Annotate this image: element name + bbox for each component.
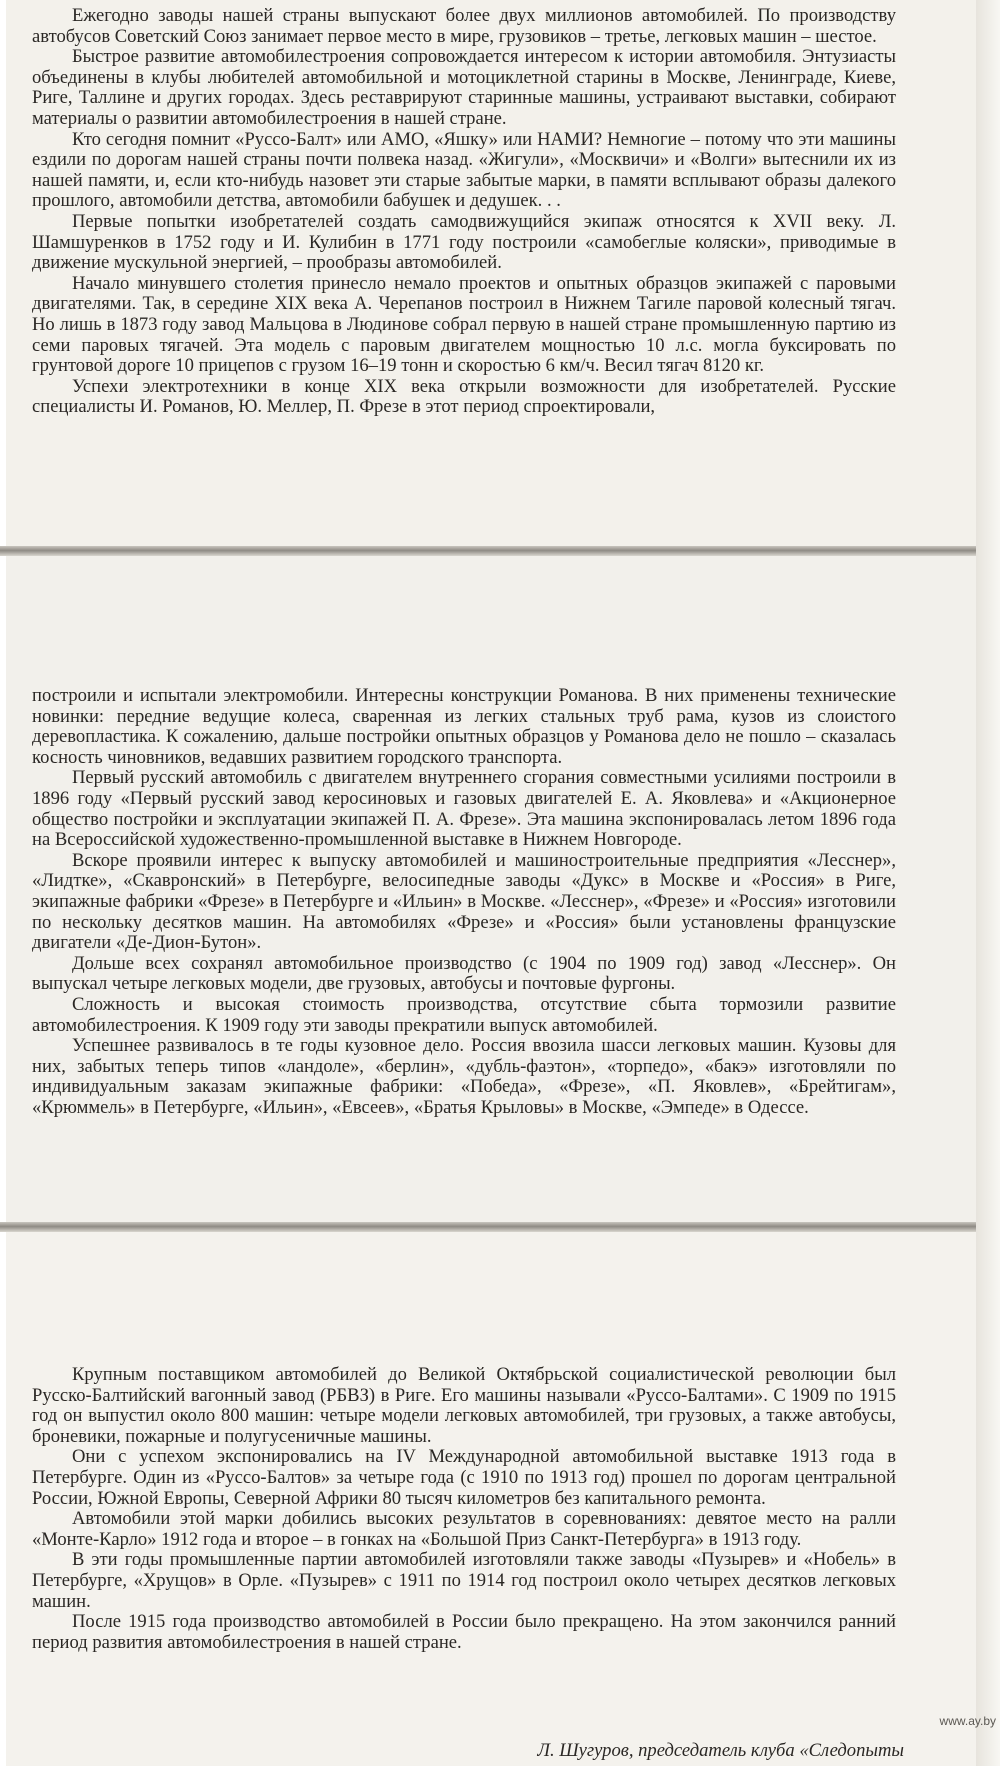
paragraph: Вскоре проявили интерес к выпуску автомобилей и машиностроительные предприятия «Лесснер», «Лидтке», «Скавронский» в Петербурге, велосипедные заводы «Дукс» в Москве и «Россия» в Риге, экипажные фабрики «Фрезе» в Петербурге и «Ильин» в Москве. «Лесснер», «Фрезе» и «Россия» изготовили по нескольку десятков машин. На автомобилях «Фрезе» и «Россия» были установлены французские двигатели «Де-Дион-Бутон». xyxy=(32,849,896,954)
paragraph: Быстрое развитие автомобилестроения сопровождается интересом к истории автомобиля. Энтузиасты объединены в клубы любителей автомобильной и мотоциклетной старины в Москве, Ленинграде, Киеве, Риге, Таллине и других городах. Здесь реставрируют старинные машины, устраивают выставки, собирают материалы о развитии автомобилестроения в нашей стране. xyxy=(32,46,896,129)
fold-line xyxy=(0,1222,1000,1232)
fold-line xyxy=(0,546,1000,556)
paragraph: Кто сегодня помнит «Руссо-Балт» или АМО, «Яшку» или НАМИ? Немногие – потому что эти машины ездили по дорогам нашей страны почти полвека назад. «Жигули», «Москвичи» и «Волги» вытеснили их из нашей памяти, и, если кто-нибудь назовет эти старые забытые марки, в памяти всплывают образы далекого прошлого, автомобили детства, автомобили бабушек и дедушек. . . xyxy=(32,128,896,212)
paragraph: Они с успехом экспонировались на IV Международной автомобильной выставке 1913 года в Петербурге. Один из «Руссо-Балтов» за четыре года (с 1910 по 1913 год) прошел по дорогам центральной России, Южной Европы, Северной Африки 80 тысяч километров без капитального ремонта. xyxy=(32,1446,896,1509)
paragraph: После 1915 года производство автомобилей в России было прекращено. На этом закончился ранний период развития автомобилестроения в нашей стране. xyxy=(32,1611,896,1653)
paragraph: Ежегодно заводы нашей страны выпускают более двух миллионов автомобилей. По производству автобусов Советский Союз занимает первое место в мире, грузовиков – третье, легковых машин – шестое. xyxy=(32,5,896,47)
paragraph: Дольше всех сохранял автомобильное производство (с 1904 по 1909 год) завод «Лесснер». Он выпускал четыре легковых модели, две грузовых, автобусы и почтовые фургоны. xyxy=(32,952,896,995)
author-signature: Л. Шугуров, председатель клуба «Следопыты xyxy=(537,1740,904,1761)
text-column-1 xyxy=(32,6,896,418)
paragraph: Успешнее развивалось в те годы кузовное дело. Россия ввозила шасси легковых машин. Кузовы для них, забытых теперь типов «ландоле», «берлин», «дубль-фаэтон», «торпедо», «бакэ» изготовляли по индивидуальным заказам экипажные фабрики: «Победа», «Фрезе», «П. Яковлев», «Брейтигам», «Крюммель» в Петербурге, «Ильин», «Евсеев», «Братья Крыловы» в Москве, «Эмпеде» в Одессе. xyxy=(32,1035,896,1118)
paragraph: построили и испытали электромобили. Интересны конструкции Романова. В них применены технические новинки: передние ведущие колеса, сваренная из легких стальных труб рама, кузов из слоистого деревопластика. К сожалению, дальше постройки опытных образцов у Романова дело не пошло – сказалась косность чиновников, ведавших развитием городского транспорта. xyxy=(32,685,896,768)
paragraph: Первые попытки изобретателей создать самодвижущийся экипаж относятся к XVII веку. Л. Шамшуренков в 1752 году и И. Кулибин в 1771 году построили «самобеглые коляски», приводимые в движение мускульной энергией, – прообразы автомобилей. xyxy=(32,210,896,274)
paragraph: В эти годы промышленные партии автомобилей изготовляли также заводы «Пузырев» и «Нобель» в Петербурге, «Хрущов» в Орле. «Пузырев» с 1911 по 1914 год построил около четырех десятков легковых машин. xyxy=(32,1549,896,1612)
paragraph: Автомобили этой марки добились высоких результатов в соревнованиях: девятое место на ралли «Монте-Карло» 1912 года и второе – в гонках на «Большой Приз Санкт-Петербурга» в 1913 году. xyxy=(32,1508,896,1550)
paragraph: Крупным поставщиком автомобилей до Великой Октябрьской социалистической революции был Русско-Балтийский вагонный завод (РБВЗ) в Риге. Его машины называли «Руссо-Балтами». С 1909 по 1915 год он выпустил около 800 машин: четыре модели легковых автомобилей, три грузовых, а также автобусы, броневики, пожарные и полугусеничные машины. xyxy=(32,1364,896,1447)
paragraph: Успехи электротехники в конце XIX века открыли возможности для изобретателей. Русские специалисты И. Романов, Ю. Меллер, П. Фрезе в этот период спроектировали, xyxy=(32,375,896,418)
paragraph: Сложность и высокая стоимость производства, отсутствие сбыта тормозили развитие автомобилестроения. К 1909 году эти заводы прекратили выпуск автомобилей. xyxy=(32,993,896,1036)
paragraph: Начало минувшего столетия принесло немало проектов и опытных образцов экипажей с паровыми двигателями. Так, в середине XIX века А. Черепанов построил в Нижнем Тагиле паровой колесный тягач. Но лишь в 1873 году завод Мальцова в Людинове собрал первую в нашей стране промышленную партию из семи паровых тягачей. Эта модель с паровым двигателем мощностью 10 л.с. могла буксировать по грунтовой дороге 10 прицепов с грузом 16–19 тонн и скоростью 6 км/ч. Весил тягач 8120 кг. xyxy=(32,272,896,377)
watermark: www.ay.by xyxy=(939,1714,996,1728)
text-column-3 xyxy=(32,1365,896,1653)
paragraph: Первый русский автомобиль с двигателем внутреннего сгорания совместными усилиями построили в 1896 году «Первый русский завод керосиновых и газовых двигателей Е. А. Яковлева» и «Акционерное общество постройки и эксплуатации экипажей П. А. Фрезе». Эта машина экспонировалась летом 1896 года на Всероссийской художественно-промышленной выставке в Нижнем Новгороде. xyxy=(32,767,896,851)
text-column-2 xyxy=(32,686,896,1118)
paper-edge xyxy=(976,0,1000,1766)
